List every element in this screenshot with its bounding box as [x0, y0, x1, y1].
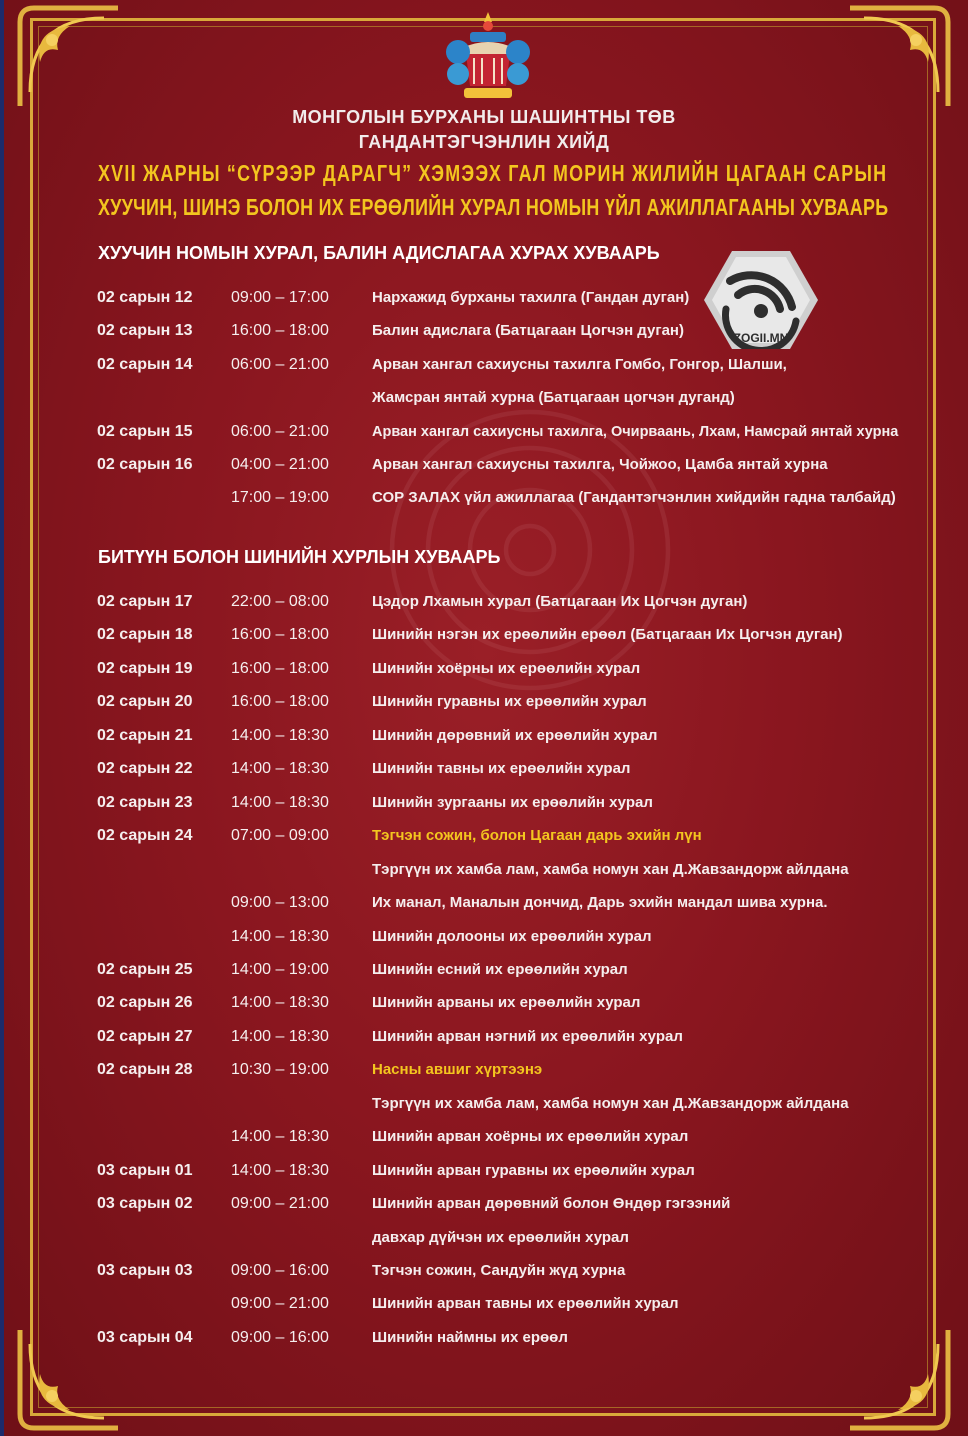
row-event: СОР ЗАЛАХ үйл ажиллагаа (Гандантэгчэнлин хийдийн гадна талбайд): [372, 489, 896, 507]
row-event: Шинийн нэгэн их ерөөлийн ерөөл (Батцагаан Их Цогчэн дуган): [372, 626, 843, 644]
row-date: 02 сарын 27: [97, 1027, 193, 1045]
row-date: 02 сарын 20: [97, 693, 193, 711]
row-event-highlight: Насны авшиг хүртээнэ: [372, 1061, 543, 1079]
row-time: 14:00 – 18:30: [231, 994, 329, 1012]
row-event: Шинийн зургааны их ерөөлийн хурал: [372, 793, 653, 811]
row-time: 06:00 – 21:00: [231, 422, 329, 440]
row-time: 16:00 – 18:00: [231, 626, 329, 644]
row-time: 14:00 – 18:30: [231, 1027, 329, 1045]
temple-emblem-icon: [440, 8, 536, 104]
schedule-row: [0, 660, 968, 684]
ornament-corner-icon: [14, 2, 124, 112]
row-event: давхар дүйчэн их ерөөлийн хурал: [372, 1228, 629, 1246]
zogii-badge: [704, 251, 818, 349]
schedule-row: [0, 760, 968, 784]
poster-title-line2: ХУУЧИН, ШИНЭ БОЛОН ИХ ЕРӨӨЛИЙН ХУРАЛ НОМЫН ҮЙЛ АЖИЛЛАГААНЫ ХУВААРЬ: [98, 194, 889, 220]
row-event: Арван хангал сахиусны тахилга, Очирваань, Лхам, Намсрай янтай хурна: [372, 422, 899, 440]
row-event: Шинийн долооны их ерөөлийн хурал: [372, 927, 652, 945]
row-date: 03 сарын 02: [97, 1195, 193, 1213]
schedule-row: [0, 356, 968, 380]
schedule-row: [0, 861, 968, 885]
row-time: 09:00 – 13:00: [231, 894, 329, 912]
row-date: 02 сарын 19: [97, 659, 193, 677]
schedule-row: [0, 994, 968, 1018]
row-event: Арван хангал сахиусны тахилга, Чойжоо, Цамба янтай хурна: [372, 456, 828, 473]
row-date: 02 сарын 23: [97, 793, 193, 811]
schedule-row: [0, 961, 968, 985]
row-time: 10:30 – 19:00: [231, 1061, 329, 1079]
row-event: Шинийн арван хоёрны их ерөөлийн хурал: [372, 1128, 689, 1146]
row-event: Цэдор Лхамын хурал (Батцагаан Их Цогчэн дуган): [372, 593, 748, 610]
row-event: Их манал, Маналын дончид, Дарь эхийн мандал шива хурна.: [372, 894, 828, 912]
row-date: 02 сарын 22: [97, 760, 193, 778]
org-name: МОНГОЛЫН БУРХАНЫ ШАШИНТНЫ ТӨВ: [292, 107, 676, 127]
row-time: 14:00 – 18:30: [231, 1128, 329, 1146]
row-time: 14:00 – 19:00: [231, 960, 329, 978]
row-time: 14:00 – 18:30: [231, 760, 329, 778]
row-event: Шинийн хоёрны их ерөөлийн хурал: [372, 659, 641, 677]
row-date: 02 сарын 28: [97, 1061, 193, 1079]
schedule-row: [0, 1061, 968, 1085]
schedule-row: [0, 322, 968, 346]
schedule-row: [0, 489, 968, 513]
row-date: 02 сарын 14: [97, 355, 193, 373]
row-time: 22:00 – 08:00: [231, 593, 329, 610]
schedule-row: [0, 423, 968, 447]
row-date: 02 сарын 17: [97, 593, 193, 610]
row-time: 14:00 – 18:30: [231, 1161, 329, 1179]
row-date: 02 сарын 13: [97, 322, 193, 340]
row-time: 09:00 – 17:00: [231, 289, 329, 306]
monastery-name: ГАНДАНТЭГЧЭНЛИН ХИЙД: [358, 132, 610, 152]
row-event: Тэргүүн их хамба лам, хамба номун хан Д.Жавзандорж айлдана: [372, 860, 849, 878]
schedule-row: [0, 1262, 968, 1286]
row-date: 02 сарын 26: [97, 994, 193, 1012]
row-time: 16:00 – 18:00: [231, 693, 329, 711]
schedule-row: [0, 593, 968, 617]
row-time: 09:00 – 16:00: [231, 1328, 329, 1346]
row-time: 14:00 – 18:30: [231, 927, 329, 945]
badge-label: ZOGII.MN: [733, 331, 789, 345]
row-time: 07:00 – 09:00: [231, 827, 329, 845]
row-time: 09:00 – 21:00: [231, 1195, 329, 1213]
row-time: 16:00 – 18:00: [231, 659, 329, 677]
row-time: 14:00 – 18:30: [231, 793, 329, 811]
row-time: 06:00 – 21:00: [231, 355, 329, 373]
schedule-row: [0, 794, 968, 818]
schedule-row: [0, 389, 968, 413]
row-time: 16:00 – 18:00: [231, 322, 329, 340]
schedule-row: [0, 456, 968, 480]
schedule-row: [0, 289, 968, 313]
schedule-row: [0, 1162, 968, 1186]
row-event: Шинийн наймны их ерөөл: [372, 1328, 568, 1346]
row-date: 02 сарын 18: [97, 626, 193, 644]
row-date: 03 сарын 03: [97, 1262, 193, 1279]
schedule-row: [0, 1229, 968, 1253]
row-date: 02 сарын 21: [97, 726, 193, 744]
row-date: 02 сарын 16: [97, 456, 193, 473]
schedule-row: [0, 1195, 968, 1219]
row-date: 02 сарын 15: [97, 422, 193, 440]
row-time: 09:00 – 21:00: [231, 1295, 329, 1313]
row-time: 09:00 – 16:00: [231, 1262, 329, 1279]
row-event: Шинийн арван нэгний их ерөөлийн хурал: [372, 1027, 683, 1045]
row-event: Шинийн арваны их ерөөлийн хурал: [372, 994, 641, 1012]
section-heading-new-year: БИТҮҮН БОЛОН ШИНИЙН ХУРЛЫН ХУВААРЬ: [98, 547, 501, 567]
schedule-row: [0, 928, 968, 952]
row-event: Шинийн тавны их ерөөлийн хурал: [372, 760, 631, 778]
schedule-row: [0, 727, 968, 751]
row-event: Шинийн гуравны их ерөөлийн хурал: [372, 693, 647, 711]
row-event: Нархажид бурханы тахилга (Гандан дуган): [372, 289, 690, 306]
schedule-row: [0, 1295, 968, 1319]
row-event: Шинийн арван гуравны их ерөөлийн хурал: [372, 1161, 695, 1179]
row-event: Арван хангал сахиусны тахилга Гомбо, Гонгор, Шалши,: [372, 355, 787, 373]
schedule-row: [0, 1095, 968, 1119]
row-event: Шинийн арван дөрөвний болон Өндөр гэгээний: [372, 1195, 731, 1213]
poster-title-line1: XVII ЖАРНЫ “СҮРЭЭР ДАРАГЧ” ХЭМЭЭХ ГАЛ МОРИН ЖИЛИЙН ЦАГААН САРЫН: [98, 160, 888, 186]
left-edge-strip: [0, 0, 4, 1436]
row-date: 02 сарын 12: [97, 289, 193, 306]
row-date: 02 сарын 25: [97, 960, 193, 978]
row-event: Тэгчэн сожин, Сандуйн жүд хурна: [372, 1262, 626, 1279]
row-time: 14:00 – 18:30: [231, 726, 329, 744]
schedule-row: [0, 693, 968, 717]
row-event-highlight: Тэгчэн сожин, болон Цагаан дарь эхийн лүн: [372, 827, 702, 845]
section-heading-old-rituals: ХУУЧИН НОМЫН ХУРАЛ, БАЛИН АДИСЛАГАА ХУРАХ ХУВААРЬ: [98, 243, 660, 263]
schedule-row: [0, 894, 968, 918]
schedule-row: [0, 1128, 968, 1152]
row-date: 02 сарын 24: [97, 827, 193, 845]
schedule-row: [0, 1329, 968, 1353]
row-event: Шинийн арван тавны их ерөөлийн хурал: [372, 1295, 679, 1313]
row-event: Шинийн есний их ерөөлийн хурал: [372, 960, 628, 978]
row-event: Балин адислага (Батцагаан Цогчэн дуган): [372, 322, 684, 340]
row-event: Шинийн дөрөвний их ерөөлийн хурал: [372, 726, 658, 744]
row-time: 17:00 – 19:00: [231, 489, 329, 507]
row-event: Тэргүүн их хамба лам, хамба номун хан Д.Жавзандорж айлдана: [372, 1094, 849, 1112]
ornament-corner-icon: [844, 2, 954, 112]
row-event: Жамсран янтай хурна (Батцагаан цогчэн дуганд): [372, 389, 735, 407]
row-time: 04:00 – 21:00: [231, 456, 329, 473]
row-date: 03 сарын 04: [97, 1328, 193, 1346]
schedule-row: [0, 626, 968, 650]
schedule-row: [0, 1028, 968, 1052]
schedule-row: [0, 827, 968, 851]
row-date: 03 сарын 01: [97, 1161, 193, 1179]
